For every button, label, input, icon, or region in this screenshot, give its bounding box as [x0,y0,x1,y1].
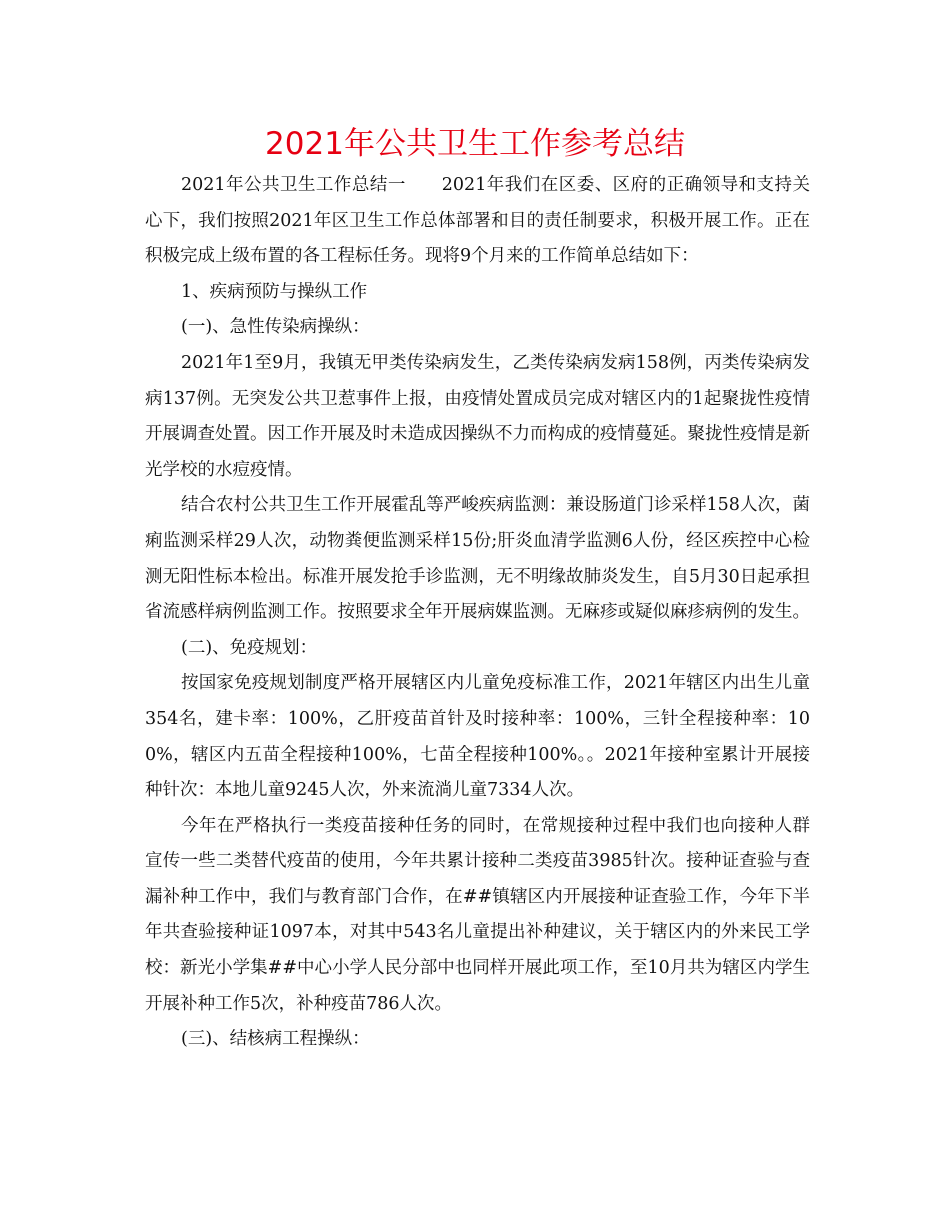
document-body [145,168,810,1058]
paragraph-infectious-disease-cases: 2021年1至9月，我镇无甲类传染病发生，乙类传染病发病158例，丙类传染病发病137例。无突发公共卫惹事件上报，由疫情处置成员完成对辖区内的1起聚拢性疫情开展调查处置。因工作开展及时未造成因操纵不力而构成的疫情蔓延。聚拢性疫情是新光学校的水痘疫情。 [145,352,810,480]
paragraph-intro: 2021年公共卫生工作总结一 2021年我们在区委、区府的正确领导和支持关心下，我们按照2021年区卫生工作总体部署和目的责任制要求，积极开展工作。正在积极完成上级布置的各工程标任务。现将9个月来的工作简单总结如下： [145,175,810,267]
subsection-heading-acute-infectious-disease: (一)、急性传染病操纵： [181,317,370,338]
paragraph-immunization-rates: 按国家免疫规划制度严格开展辖区内儿童免疫标准工作，2021年辖区内出生儿童354名，建卡率：100%，乙肝疫苗首针及时接种率：100%，三针全程接种率：100%，辖区内五苗全程接种100%，七苗全程接种100%。。2021年接种室累计开展接种针次：本地儿童9245人次，外来流淌儿童7334人次。 [145,673,810,801]
paragraph-vaccination-certificates: 今年在严格执行一类疫苗接种任务的同时，在常规接种过程中我们也向接种人群宣传一些二类替代疫苗的使用，今年共累计接种二类疫苗3985针次。接种证查验与查漏补种工作中，我们与教育部门合作，在##镇辖区内开展接种证查验工作，今年下半年共查验接种证1097本，对其中543名儿童提出补种建议，关于辖区内的外来民工学校：新光小学集##中心小学人民分部中也同样开展此项工作，至10月共为辖区内学生开展补种工作5次，补种疫苗786人次。 [145,815,810,1014]
subsection-heading-tuberculosis: (三)、结核病工程操纵： [181,1029,370,1050]
paragraph-disease-monitoring: 结合农村公共卫生工作开展霍乱等严峻疾病监测：兼设肠道门诊采样158人次，菌痢监测采样29人次，动物粪便监测采样15份;肝炎血清学监测6人份，经区疾控中心检测无阳性标本检出。标准开展发抢手诊监测，无不明缘故肺炎发生，自5月30日起承担省流感样病例监测工作。按照要求全年开展病媒监测。无麻疹或疑似麻疹病例的发生。 [145,495,810,623]
section-heading-disease-prevention: 1、疾病预防与操纵工作 [181,281,368,302]
document-title: 2021年公共卫生工作参考总结 [265,126,685,162]
subsection-heading-immunization: (二)、免疫规划： [181,637,318,658]
